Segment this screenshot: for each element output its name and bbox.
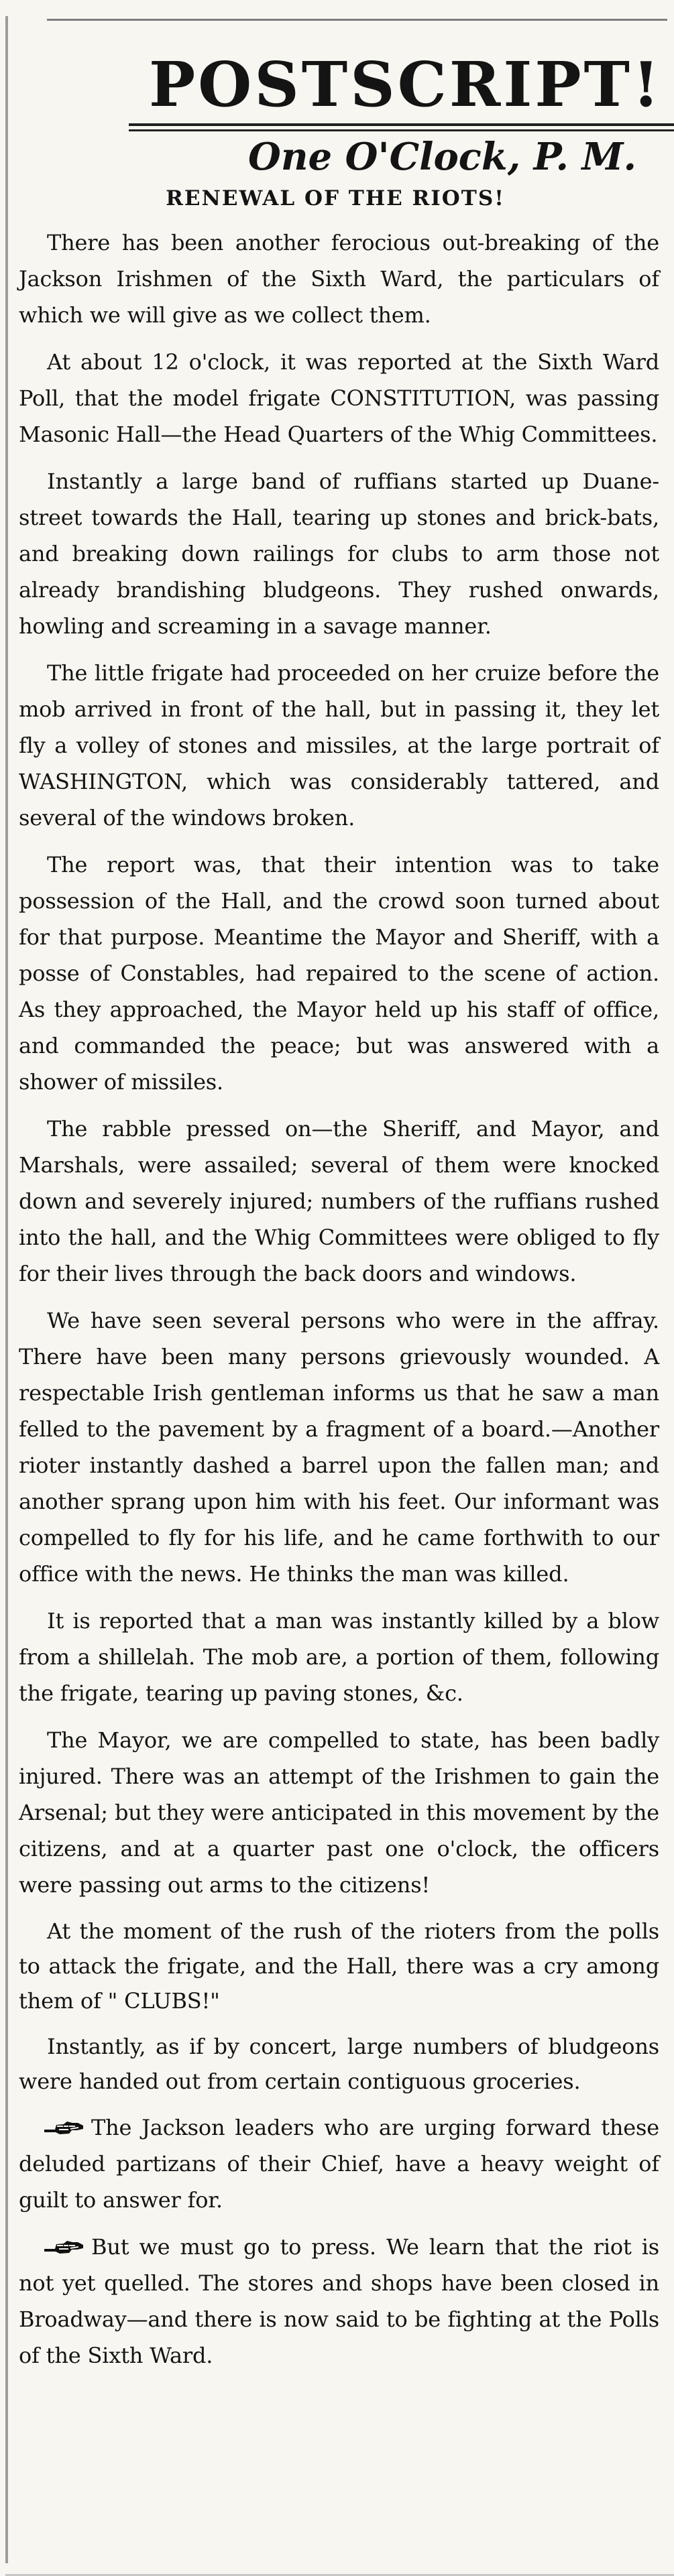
paragraph-killed: It is reported that a man was instantly killed by a blow from a shillelah. The mob are, a portion of them, following the frigate, tearing up paving stones, &c. xyxy=(19,1608,659,1706)
paragraph-poll-report xyxy=(19,344,659,452)
paragraph-bludgeons: Instantly, as if by concert, large numbers of bludgeons were handed out from certain contiguous groceries. xyxy=(19,2034,659,2094)
paragraph-report: The report was, that their intention was to take possession of the Hall, and the crowd soon turned about for that purpose. Meantime the Mayor and Sheriff, with a posse of Constables, had repaired to the scene of action. As they approached, the Mayor held up his staff of office, and commanded the peace; but was answered with a shower of missiles. xyxy=(19,852,659,1095)
pointing-hand-icon xyxy=(43,2237,85,2256)
paragraph-witness: We have seen several persons who were in the affray. There have been many persons grievously wounded. A respectable Irish gentleman informs us that he saw a man felled to the pavement by a fragment of a board.—Another rioter instantly dashed a barrel upon the fallen man; and another sprang upon him with his feet. Our informant was compelled to fly for his life, and he came forthwith to our office with the news. He thinks the man was killed. xyxy=(19,1308,659,1587)
paragraph-ruffians: Instantly a large band of ruffians started up Duane-street towards the Hall, tearing up stones and brick-bats, and breaking down railings for clubs to arm those not already brandishing bludgeons. They rushed onwards, howling and screaming in a savage manner. xyxy=(19,469,659,639)
left-column-rule xyxy=(5,16,8,2563)
pointer-paragraph-press-text: But we must go to press. We learn that the riot is not yet quelled. The stores and shops have been closed in Broadway—and there is now said to be fighting at the Polls of the Sixth Ward. xyxy=(19,2234,659,2368)
paragraph-poll-report-text: At about 12 o'clock, it was reported at the Sixth Ward Poll, that the model frigate CONSTITUTION, was passing Masonic Hall—the Head Quarters of the Whig Committees. xyxy=(19,349,659,447)
postscript-headline: POSTSCRIPT! xyxy=(149,48,663,121)
postscript-header xyxy=(48,25,669,179)
paragraph-frigate: The little frigate had proceeded on her cruize before the mob arrived in front of the hall, but in passing it, they let fly a volley of stones and missiles, at the large portrait of WASHINGTON, which was considerably tattered, and several of the windows broken. xyxy=(19,660,659,831)
section-heading: RENEWAL OF THE RIOTS! xyxy=(166,186,505,210)
paragraph-intro: There has been another ferocious out-breaking of the Jackson Irishmen of the Sixth Ward, the particulars of which we will give as we collect them. xyxy=(19,230,659,328)
paragraph-mayor: The Mayor, we are compelled to state, has been badly injured. There was an attempt of the Irishmen to gain the Arsenal; but they were anticipated in this movement by the citizens, and at a quarter past one o'clock, the officers were passing out arms to the citizens! xyxy=(19,1727,659,1898)
pointing-hand-icon xyxy=(43,2118,85,2137)
pointer-paragraph-press xyxy=(19,2229,659,2374)
top-rule xyxy=(47,19,667,21)
headline-rule-lower xyxy=(129,129,674,131)
headline-rule-upper xyxy=(129,123,674,126)
article-body xyxy=(19,225,659,2384)
pointer-paragraph-guilt-text: The Jackson leaders who are urging forward these deluded partizans of their Chief, have a heavy weight of guilt to answer for. xyxy=(19,2115,659,2213)
paragraph-clubs-cry: At the moment of the rush of the rioters from the polls to attack the frigate, and the Hall, there was a cry among them of " CLUBS!" xyxy=(19,1918,659,2014)
postscript-time: One O'Clock, P. M. xyxy=(248,135,636,179)
paragraph-rabble: The rabble pressed on—the Sheriff, and Mayor, and Marshals, were assailed; several of them were knocked down and severely injured; numbers of the ruffians rushed into the hall, and the Whig Committees were obliged to fly for their lives through the back doors and windows. xyxy=(19,1116,659,1286)
pointer-paragraph-guilt xyxy=(19,2109,659,2218)
